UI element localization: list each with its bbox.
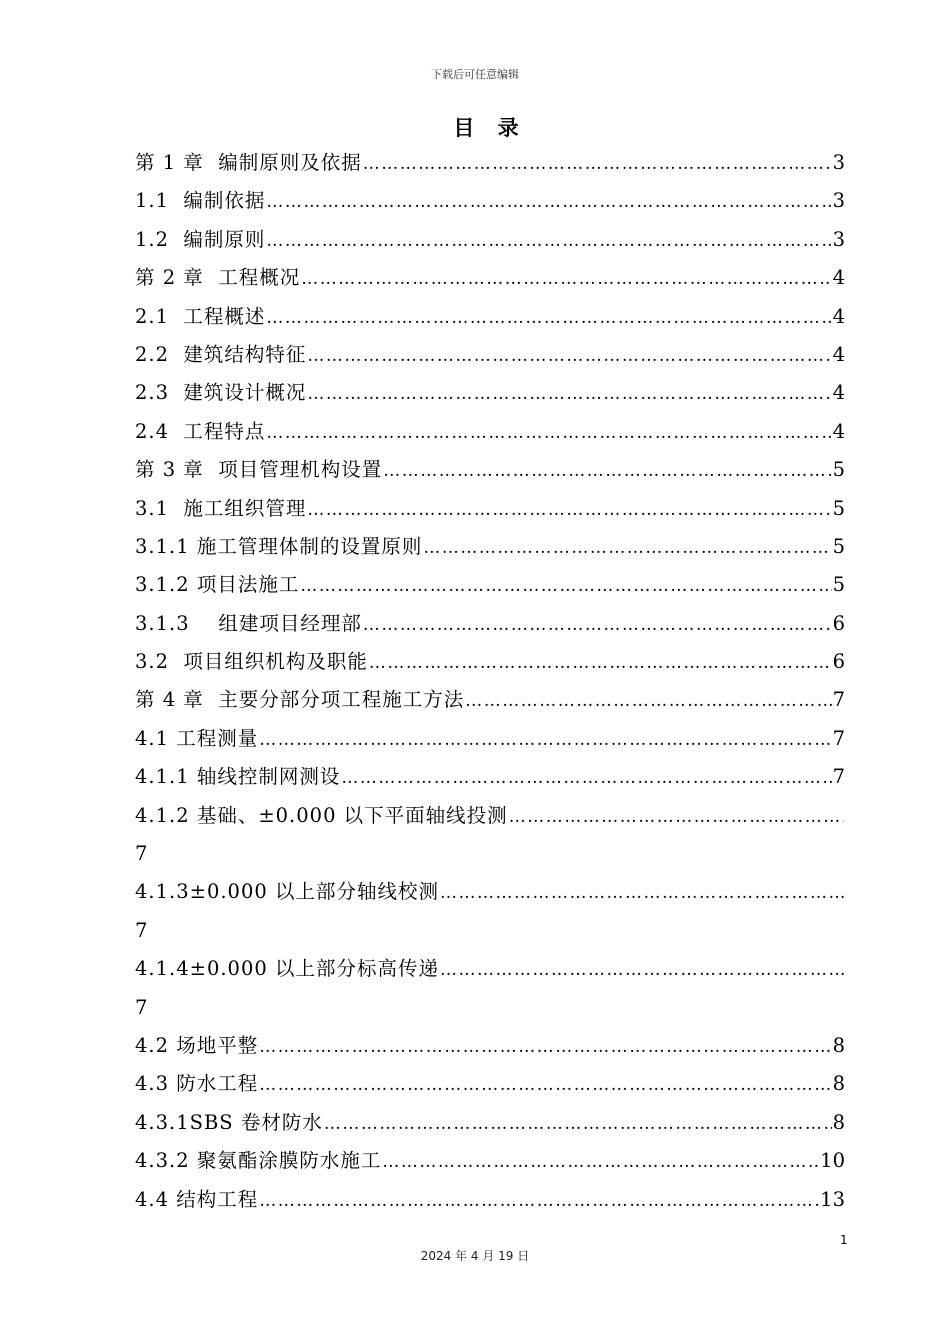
toc-entry-line [135, 797, 845, 835]
toc-entry-page: 5 [832, 534, 845, 558]
toc-entry-page: 4 [832, 419, 845, 443]
toc-entry[interactable] [135, 144, 845, 182]
toc-entry-line [135, 873, 845, 911]
toc-entry-line [135, 605, 845, 643]
toc-entry-line [135, 221, 845, 259]
toc-entry[interactable] [135, 873, 845, 950]
toc-entry-label: 第 2 章 工程概况 [135, 266, 301, 290]
toc-entry-line [135, 490, 845, 528]
toc-entry[interactable] [135, 720, 845, 758]
toc-entry-line [135, 1181, 845, 1219]
toc-entry-page: 10 [820, 1149, 845, 1173]
toc-entry-page: 7 [135, 918, 148, 942]
toc-entry-label: 4.3.2 聚氨酯涂膜防水施工 [135, 1149, 382, 1173]
toc-entry-label: 4.2 场地平整 [135, 1034, 259, 1058]
toc-entry-page: 5 [832, 496, 845, 520]
toc-entry-line [135, 566, 845, 604]
toc-leader-dots [266, 414, 831, 451]
toc-entry[interactable] [135, 1104, 845, 1142]
toc-entry-label: 4.1.2 基础、±0.000 以下平面轴线投测 [135, 803, 508, 827]
toc-entry-label: 4.1 工程测量 [135, 726, 259, 750]
toc-entry-line [135, 259, 845, 297]
toc-leader-dots [363, 145, 832, 182]
toc-entry-label: 1.2 编制原则 [135, 227, 266, 251]
toc-entry-line [135, 528, 845, 566]
toc-entry[interactable] [135, 259, 845, 297]
toc-entry-page: 4 [832, 304, 845, 328]
toc-entry-line [135, 298, 845, 336]
toc-entry-line [135, 1104, 845, 1142]
toc-entry-page: 4 [832, 381, 845, 405]
toc-entry[interactable] [135, 758, 845, 796]
toc-entry[interactable] [135, 490, 845, 528]
table-of-contents [135, 144, 845, 1219]
toc-entry-page: 7 [135, 995, 148, 1019]
toc-entry-page: 7 [135, 842, 148, 866]
toc-leader-dots [341, 759, 831, 796]
toc-entry-page: 8 [832, 1110, 845, 1134]
toc-leader-dots [259, 721, 831, 758]
toc-leader-dots [301, 260, 831, 297]
toc-entry-page: 7 [832, 765, 845, 789]
toc-entry-label: 4.1.3±0.000 以上部分轴线校测 [135, 880, 439, 904]
toc-entry-page: 5 [832, 573, 845, 597]
toc-leader-dots [259, 1028, 831, 1065]
toc-entry-line [135, 336, 845, 374]
toc-entry-page: 3 [832, 151, 845, 174]
toc-entry[interactable] [135, 221, 845, 259]
toc-entry-label: 2.3 建筑设计概况 [135, 381, 307, 405]
toc-leader-dots [423, 529, 831, 566]
toc-entry-page: 13 [820, 1187, 845, 1211]
toc-entry-page: 3 [832, 227, 845, 251]
toc-entry-line [135, 451, 845, 489]
toc-entry[interactable] [135, 1181, 845, 1219]
toc-leader-dots [363, 606, 832, 643]
toc-entry-label: 第 4 章 主要分部分项工程施工方法 [135, 688, 465, 712]
toc-entry-line [135, 1142, 845, 1180]
toc-entry-label: 3.1.3 组建项目经理部 [135, 611, 362, 635]
toc-entry-label: 4.3 防水工程 [135, 1072, 259, 1096]
toc-entry[interactable] [135, 336, 845, 374]
toc-entry-label: 2.2 建筑结构特征 [135, 342, 307, 366]
toc-leader-dots [383, 452, 831, 489]
toc-entry-label: 第 3 章 项目管理机构设置 [135, 458, 383, 482]
toc-entry-page: 8 [832, 1034, 845, 1058]
toc-entry[interactable] [135, 605, 845, 643]
toc-entry[interactable] [135, 797, 845, 874]
toc-entry-line [135, 374, 845, 412]
toc-entry[interactable] [135, 528, 845, 566]
toc-leader-dots [266, 222, 831, 259]
toc-entry-line [135, 1027, 845, 1065]
toc-entry-line [135, 643, 845, 681]
toc-leader-dots [307, 375, 831, 412]
toc-entry-page: 7 [832, 688, 845, 712]
toc-entry[interactable] [135, 1065, 845, 1103]
toc-entry-label: 3.2 项目组织机构及职能 [135, 650, 368, 674]
toc-entry[interactable] [135, 413, 845, 451]
toc-leader-dots [259, 1066, 831, 1103]
toc-entry-line [135, 182, 845, 220]
toc-entry[interactable] [135, 374, 845, 412]
toc-entry[interactable] [135, 566, 845, 604]
toc-entry-page: 4 [832, 342, 845, 366]
toc-entry-label: 3.1.2 项目法施工 [135, 573, 300, 597]
toc-leader-dots [266, 299, 831, 336]
toc-leader-dots [440, 951, 844, 988]
toc-leader-dots [465, 682, 831, 719]
toc-entry-label: 4.3.1SBS 卷材防水 [135, 1110, 323, 1134]
toc-entry[interactable] [135, 298, 845, 336]
toc-entry[interactable] [135, 643, 845, 681]
toc-entry-label: 1.1 编制依据 [135, 189, 266, 213]
toc-leader-dots [307, 491, 831, 528]
toc-entry-page: 5 [832, 458, 845, 482]
toc-entry-page: 3 [832, 189, 845, 213]
toc-leader-dots [307, 337, 831, 374]
toc-leader-dots [440, 874, 844, 911]
toc-entry-label: 第 1 章 编制原则及依据 [135, 151, 362, 174]
toc-leader-dots [509, 798, 844, 835]
toc-entry[interactable] [135, 451, 845, 489]
toc-entry-line [135, 720, 845, 758]
toc-leader-dots [259, 1182, 819, 1219]
page-number: 1 [840, 1233, 848, 1247]
toc-entry-line [135, 950, 845, 988]
toc-entry[interactable] [135, 1142, 845, 1180]
toc-leader-dots [382, 1143, 819, 1180]
toc-entry-page: 6 [832, 650, 845, 674]
toc-entry[interactable] [135, 1027, 845, 1065]
toc-title: 目 录 [453, 115, 527, 140]
toc-entry-label: 2.4 工程特点 [135, 419, 266, 443]
header-note: 下载后可任意编辑 [431, 68, 519, 81]
toc-entry-line [135, 758, 845, 796]
toc-entry-label: 3.1.1 施工管理体制的设置原则 [135, 534, 423, 558]
toc-entry-line [135, 1065, 845, 1103]
toc-entry-page: 4 [832, 266, 845, 290]
toc-leader-dots [300, 567, 831, 604]
toc-entry-label: 3.1 施工组织管理 [135, 496, 307, 520]
toc-entry-label: 4.1.4±0.000 以上部分标高传递 [135, 957, 439, 981]
footer-date: 2024 年 4 月 19 日 [420, 1249, 530, 1263]
toc-entry-label: 4.1.1 轴线控制网测设 [135, 765, 341, 789]
toc-entry-line [135, 413, 845, 451]
toc-entry[interactable] [135, 681, 845, 719]
toc-entry-page: 6 [832, 611, 845, 635]
toc-entry[interactable] [135, 182, 845, 220]
toc-entry-label: 4.4 结构工程 [135, 1187, 259, 1211]
toc-entry[interactable] [135, 950, 845, 1027]
toc-entry-page: 7 [832, 726, 845, 750]
toc-entry-label: 2.1 工程概述 [135, 304, 266, 328]
toc-entry-line [135, 681, 845, 719]
toc-leader-dots [324, 1105, 832, 1142]
toc-leader-dots [369, 644, 832, 681]
toc-leader-dots [266, 183, 831, 220]
toc-entry-line [135, 144, 845, 182]
toc-entry-page: 8 [832, 1072, 845, 1096]
